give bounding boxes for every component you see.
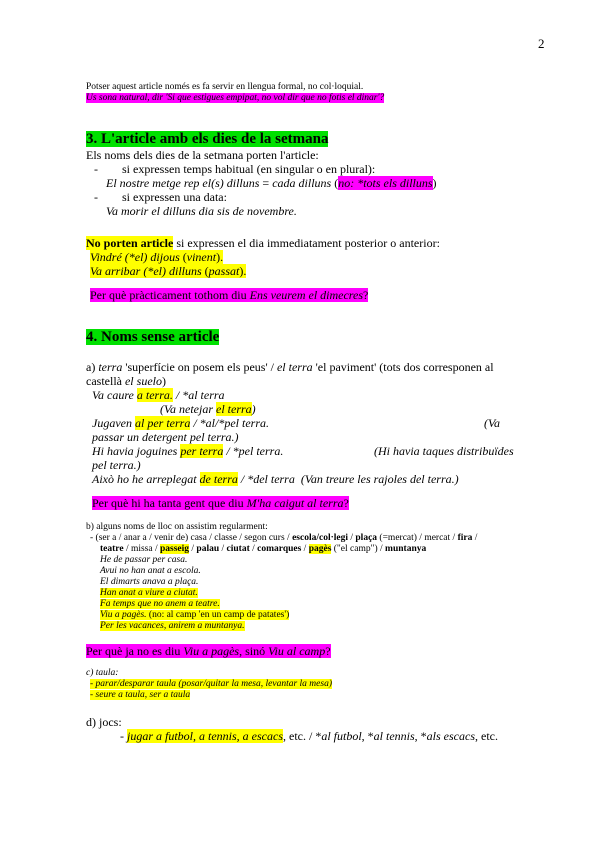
intro-question: Us sona natural, dir 'Si que estigues empipat, no vol dir que no fotis el dinar'? xyxy=(86,93,385,103)
section-4-heading: 4. Noms sense article xyxy=(86,329,220,345)
places-example-2: Avui no han anat a escola. xyxy=(100,566,201,576)
places-list-1: - (ser a / anar a / venir de) casa / classe / segon curs / escola/col·legi / plaça (=mercat) / mercat / fira / xyxy=(90,533,478,543)
games-intro: d) jocs: xyxy=(86,715,122,729)
terra-example-2: Jugaven al per terra / *al/*pel terra. (Va xyxy=(92,416,500,430)
table-intro: c) taula: xyxy=(86,668,119,678)
terra-example-4: Això ho he arreplegat de terra / *del terra (Van treure les rajoles del terra.) xyxy=(92,472,459,486)
bullet-habitual: - si expressen temps habitual (en singular o en plural): xyxy=(94,162,376,176)
question-dimecres: Per què pràcticament tothom diu Ens veurem el dimecres? xyxy=(90,288,369,302)
no-article-example-2: Va arribar (*el) dilluns (passat). xyxy=(90,264,247,278)
places-example-3: El dimarts anava a plaça. xyxy=(100,577,199,587)
places-example-6: Viu a pagès. (no: al camp 'en un camp de patates') xyxy=(100,610,290,620)
places-intro: b) alguns noms de lloc on assistim regularment: xyxy=(86,522,268,532)
section-3-heading: 3. L'article amb els dies de la setmana xyxy=(86,131,329,147)
question-terra: Per què hi ha tanta gent que diu M'ha caigut al terra? xyxy=(92,496,349,510)
no-article-example-1: Vindré (*el) dijous (vinent). xyxy=(90,250,224,264)
terra-example-3b: pel terra.) xyxy=(92,458,141,472)
places-example-7: Per les vacances, anirem a muntanya. xyxy=(100,621,245,631)
games-example: - jugar a futbol, a tennis, a escacs, etc. / *al futbol, *al tennis, *als escacs, etc. xyxy=(120,729,498,743)
places-list-2: teatre / missa / passeig / palau / ciutat / comarques / pagès ("el camp") / muntanya xyxy=(100,544,427,554)
terra-intro-1: a) terra 'superfície on posem els peus' / el terra 'el paviment' (tots dos corresponen al xyxy=(86,360,494,374)
document-body xyxy=(86,82,526,743)
terra-example-1b: (Va netejar el terra) xyxy=(160,402,256,416)
bullet-date: - si expressen una data: xyxy=(94,190,227,204)
no-article-rule: No porten article si expressen el dia immediatament posterior o anterior: xyxy=(86,236,440,250)
example-habitual: El nostre metge rep el(s) dilluns = cada dilluns (no: *tots els dilluns) xyxy=(106,176,437,190)
intro-line-1: Potser aquest article només es fa servir en llengua formal, no col·loquial. xyxy=(86,82,364,92)
places-example-5: Fa temps que no anem a teatre. xyxy=(100,599,220,609)
terra-example-2b: passar un detergent pel terra.) xyxy=(92,430,239,444)
section-3-intro: Els noms dels dies de la setmana porten l'article: xyxy=(86,148,319,162)
page-number: 2 xyxy=(538,36,545,51)
places-example-1: He de passar per casa. xyxy=(100,555,188,565)
terra-example-3: Hi havia joguines per terra / *pel terra. (Hi havia taques distribuïdes xyxy=(92,444,514,458)
example-date: Va morir el dilluns dia sis de novembre. xyxy=(106,204,297,218)
places-example-4: Han anat a viure a ciutat. xyxy=(100,588,198,598)
question-pages: Per què ja no es diu Viu a pagès, sinó Viu al camp? xyxy=(86,644,331,658)
table-example-1: - parar/desparar taula (posar/quitar la mesa, levantar la mesa) xyxy=(90,679,332,689)
terra-example-1: Va caure a terra. / *al terra xyxy=(92,388,225,402)
terra-intro-2: castellà el suelo) xyxy=(86,374,166,388)
table-example-2: - seure a taula, ser a taula xyxy=(90,690,191,700)
